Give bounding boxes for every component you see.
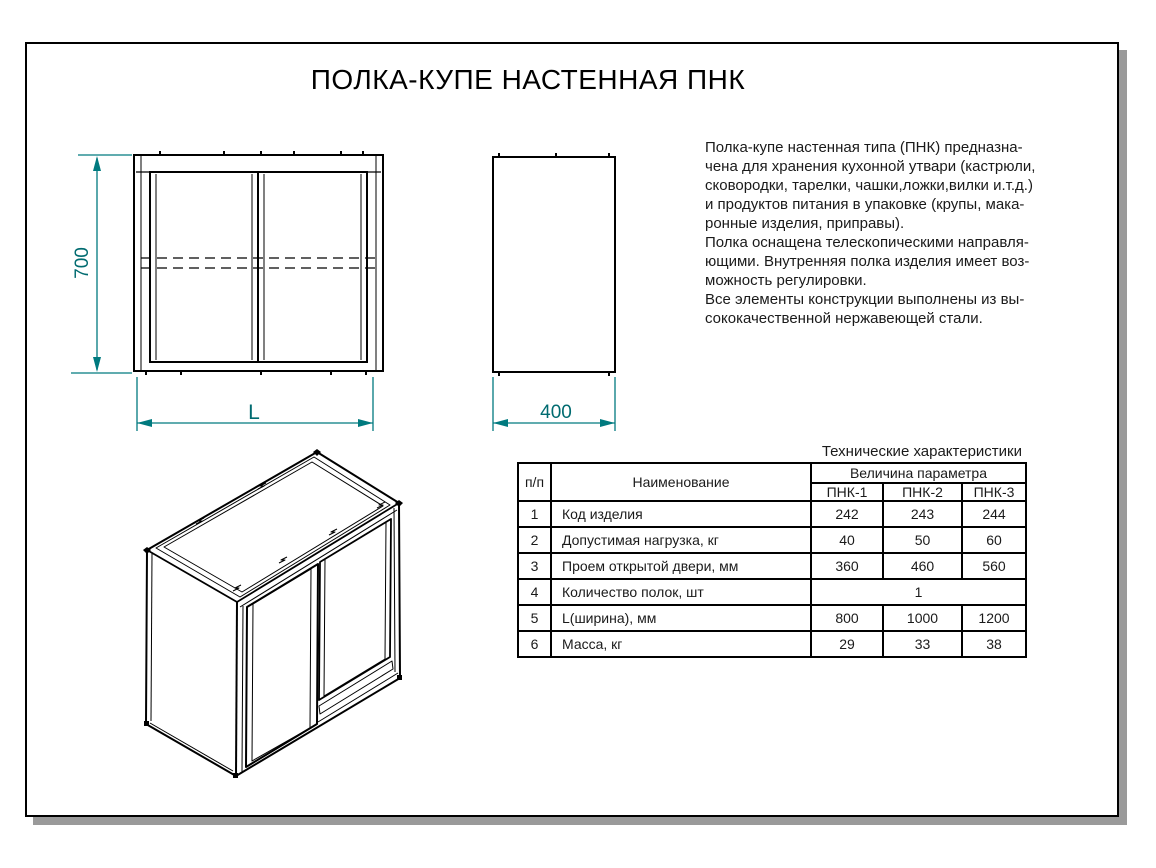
row-value: 360 (811, 553, 883, 579)
front-view-dimensions (71, 155, 373, 431)
isometric-view-drawing (143, 449, 403, 778)
description-line: и продуктов питания в упаковке (крупы, мака- (705, 196, 1025, 213)
row-name: Допустимая нагрузка, кг (551, 527, 811, 553)
description-line: Полка оснащена телескопическими направля- (705, 234, 1029, 251)
row-name: L(ширина), мм (551, 605, 811, 631)
col-header-model: ПНК-1 (811, 483, 883, 501)
side-view-dimensions (493, 377, 615, 431)
side-view-drawing (493, 153, 615, 376)
row-num: 2 (518, 527, 551, 553)
description-line: Все элементы конструкции выполнены из вы- (705, 291, 1025, 308)
col-header-name: Наименование (551, 463, 811, 501)
row-value: 40 (811, 527, 883, 553)
row-num: 3 (518, 553, 551, 579)
description-line: ющими. Внутренняя полка изделия имеет воз- (705, 253, 1030, 270)
row-value: 242 (811, 501, 883, 527)
table-row (518, 527, 1026, 553)
row-value: 800 (811, 605, 883, 631)
row-name: Код изделия (551, 501, 811, 527)
row-num: 4 (518, 579, 551, 605)
table-caption: Технические характеристики (821, 443, 1022, 460)
table-row (518, 631, 1026, 657)
row-value: 460 (883, 553, 962, 579)
row-value: 60 (962, 527, 1026, 553)
table-row (518, 605, 1026, 631)
row-name: Количество полок, шт (551, 579, 811, 605)
row-value: 243 (883, 501, 962, 527)
table-row (518, 553, 1026, 579)
row-num: 1 (518, 501, 551, 527)
table-row (518, 501, 1026, 527)
description-line: можность регулировки. (705, 272, 867, 289)
col-header-num: п/п (518, 463, 551, 501)
description-line: чена для хранения кухонной утвари (кастрюли, (705, 158, 1036, 175)
row-value: 560 (962, 553, 1026, 579)
row-value: 33 (883, 631, 962, 657)
row-num: 6 (518, 631, 551, 657)
row-value: 29 (811, 631, 883, 657)
row-name: Масса, кг (551, 631, 811, 657)
row-num: 5 (518, 605, 551, 631)
col-header-model: ПНК-3 (962, 483, 1026, 501)
dimension-height-label: 700 (72, 247, 93, 279)
row-value-merged: 1 (811, 579, 1026, 605)
description-line: Полка-купе настенная типа (ПНК) предназна- (705, 139, 1023, 156)
row-value: 1000 (883, 605, 962, 631)
dimension-depth-label: 400 (540, 402, 572, 423)
spec-table (517, 462, 1027, 658)
col-header-group: Величина параметра (811, 463, 1026, 483)
row-value: 1200 (962, 605, 1026, 631)
col-header-model: ПНК-2 (883, 483, 962, 501)
description-line: ронные изделия, приправы). (705, 215, 905, 232)
dimension-width-label: L (248, 401, 260, 424)
row-value: 244 (962, 501, 1026, 527)
row-value: 38 (962, 631, 1026, 657)
page-title: ПОЛКА-КУПЕ НАСТЕННАЯ ПНК (310, 64, 746, 95)
description-line: сококачественной нержавеющей стали. (705, 310, 983, 327)
description-line: сковородки, тарелки, чашки,ложки,вилки и.т.д.) (705, 177, 1033, 194)
row-name: Проем открытой двери, мм (551, 553, 811, 579)
row-value: 50 (883, 527, 962, 553)
front-view-drawing (134, 151, 383, 375)
table-row (518, 579, 1026, 605)
